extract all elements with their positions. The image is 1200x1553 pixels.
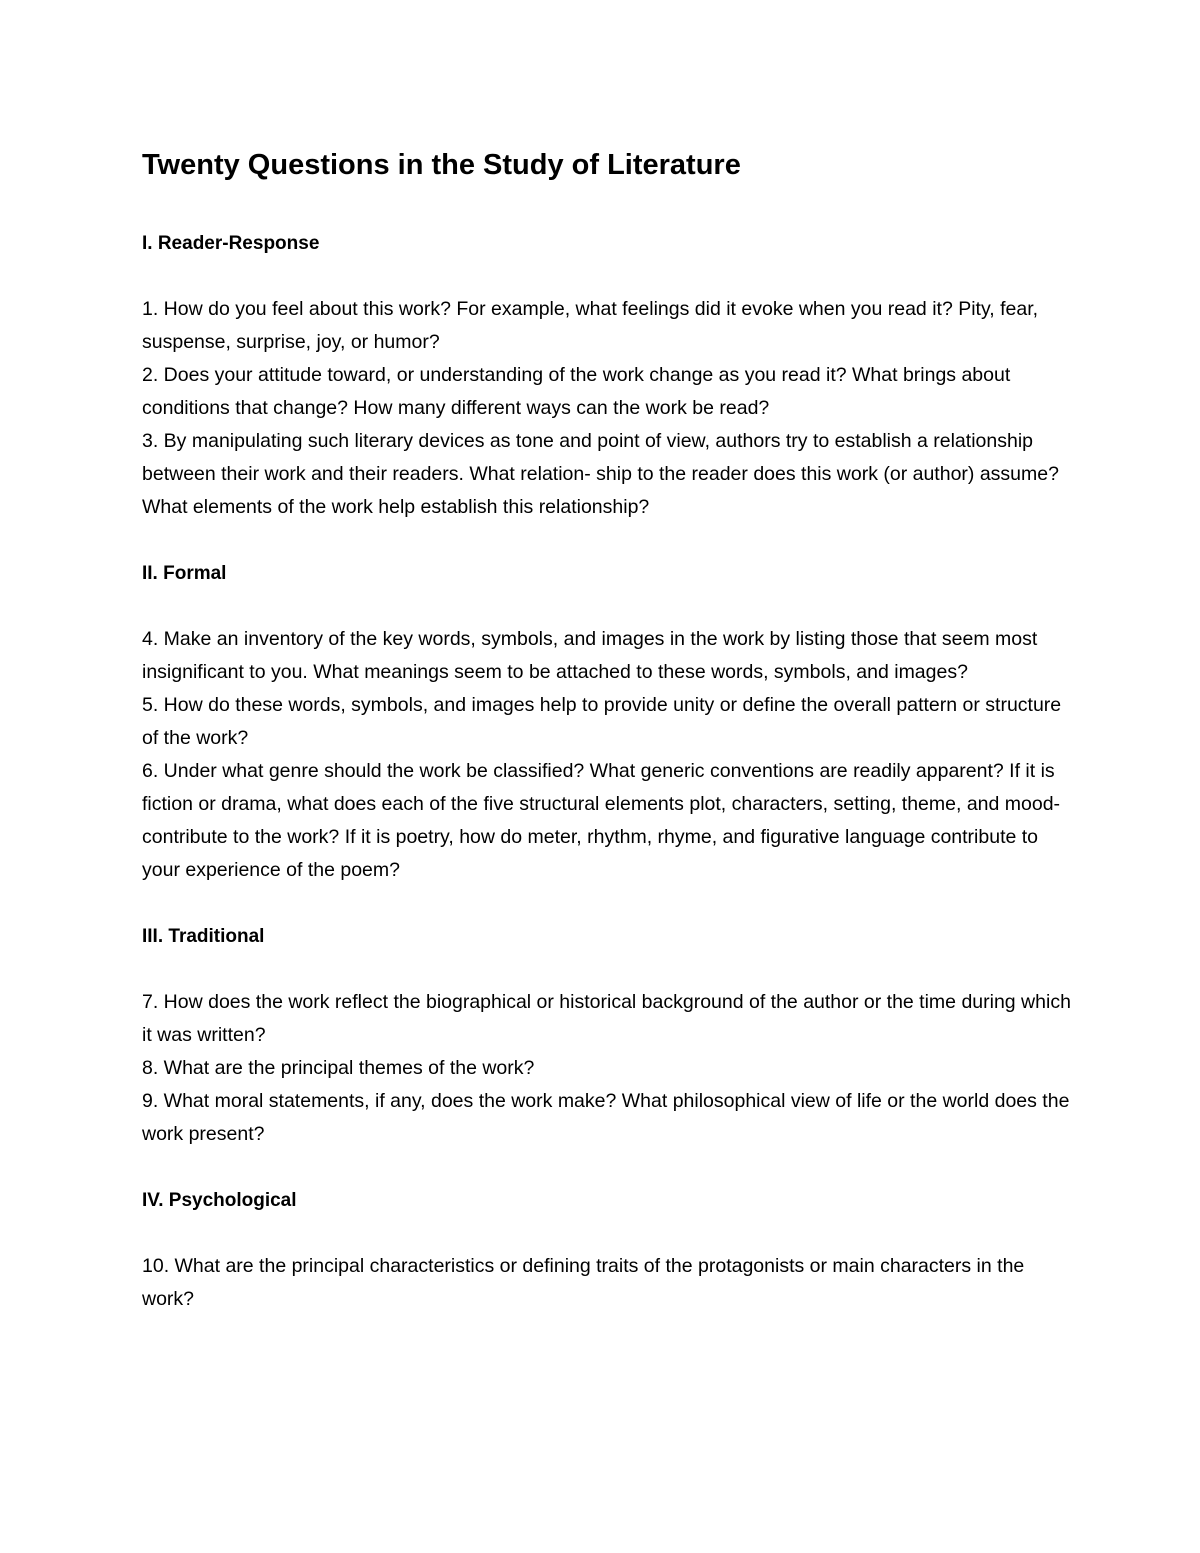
section-psychological: [142, 1184, 1072, 1316]
section-reader-response: [142, 227, 1072, 524]
section-heading: III. Traditional: [142, 926, 265, 947]
question-8: 8. What are the principal themes of the work?: [142, 1057, 535, 1079]
question-7: 7. How does the work reflect the biographical or historical background of the author or the time during which it was written?: [142, 991, 1071, 1046]
section-heading: II. Formal: [142, 563, 227, 584]
section-traditional: [142, 920, 1072, 1151]
section-heading: I. Reader-Response: [142, 233, 320, 254]
question-3: 3. By manipulating such literary devices as tone and point of view, authors try to establish a relationship between their work and their readers. What relation- ship to the reader does this work (or author) assume? What elements of the work help establish this relationship?: [142, 430, 1059, 518]
question-1: 1. How do you feel about this work? For example, what feelings did it evoke when you read it? Pity, fear, suspense, surprise, joy, or humor?: [142, 298, 1039, 353]
question-5: 5. How do these words, symbols, and images help to provide unity or define the overall pattern or structure of the work?: [142, 694, 1062, 749]
question-2: 2. Does your attitude toward, or understanding of the work change as you read it? What brings about conditions that change? How many different ways can the work be read?: [142, 364, 1011, 419]
section-heading: IV. Psychological: [142, 1190, 297, 1211]
question-6: 6. Under what genre should the work be classified? What generic conventions are readily apparent? If it is fiction or drama, what does each of the five structural elements plot, characters, setting, theme, and mood-contribute to the work? If it is poetry, how do meter, rhythm, rhyme, and figurative language contribute to your experience of the poem?: [142, 760, 1061, 881]
question-9: 9. What moral statements, if any, does the work make? What philosophical view of life or the world does the work present?: [142, 1090, 1070, 1145]
document-body: [142, 146, 1072, 1349]
question-4: 4. Make an inventory of the key words, symbols, and images in the work by listing those that seem most insignificant to you. What meanings seem to be attached to these words, symbols, and images?: [142, 628, 1038, 683]
section-formal: [142, 557, 1072, 887]
question-10: 10. What are the principal characteristics or defining traits of the protagonists or main characters in the work?: [142, 1255, 1025, 1310]
document-title: Twenty Questions in the Study of Literature: [142, 149, 741, 181]
